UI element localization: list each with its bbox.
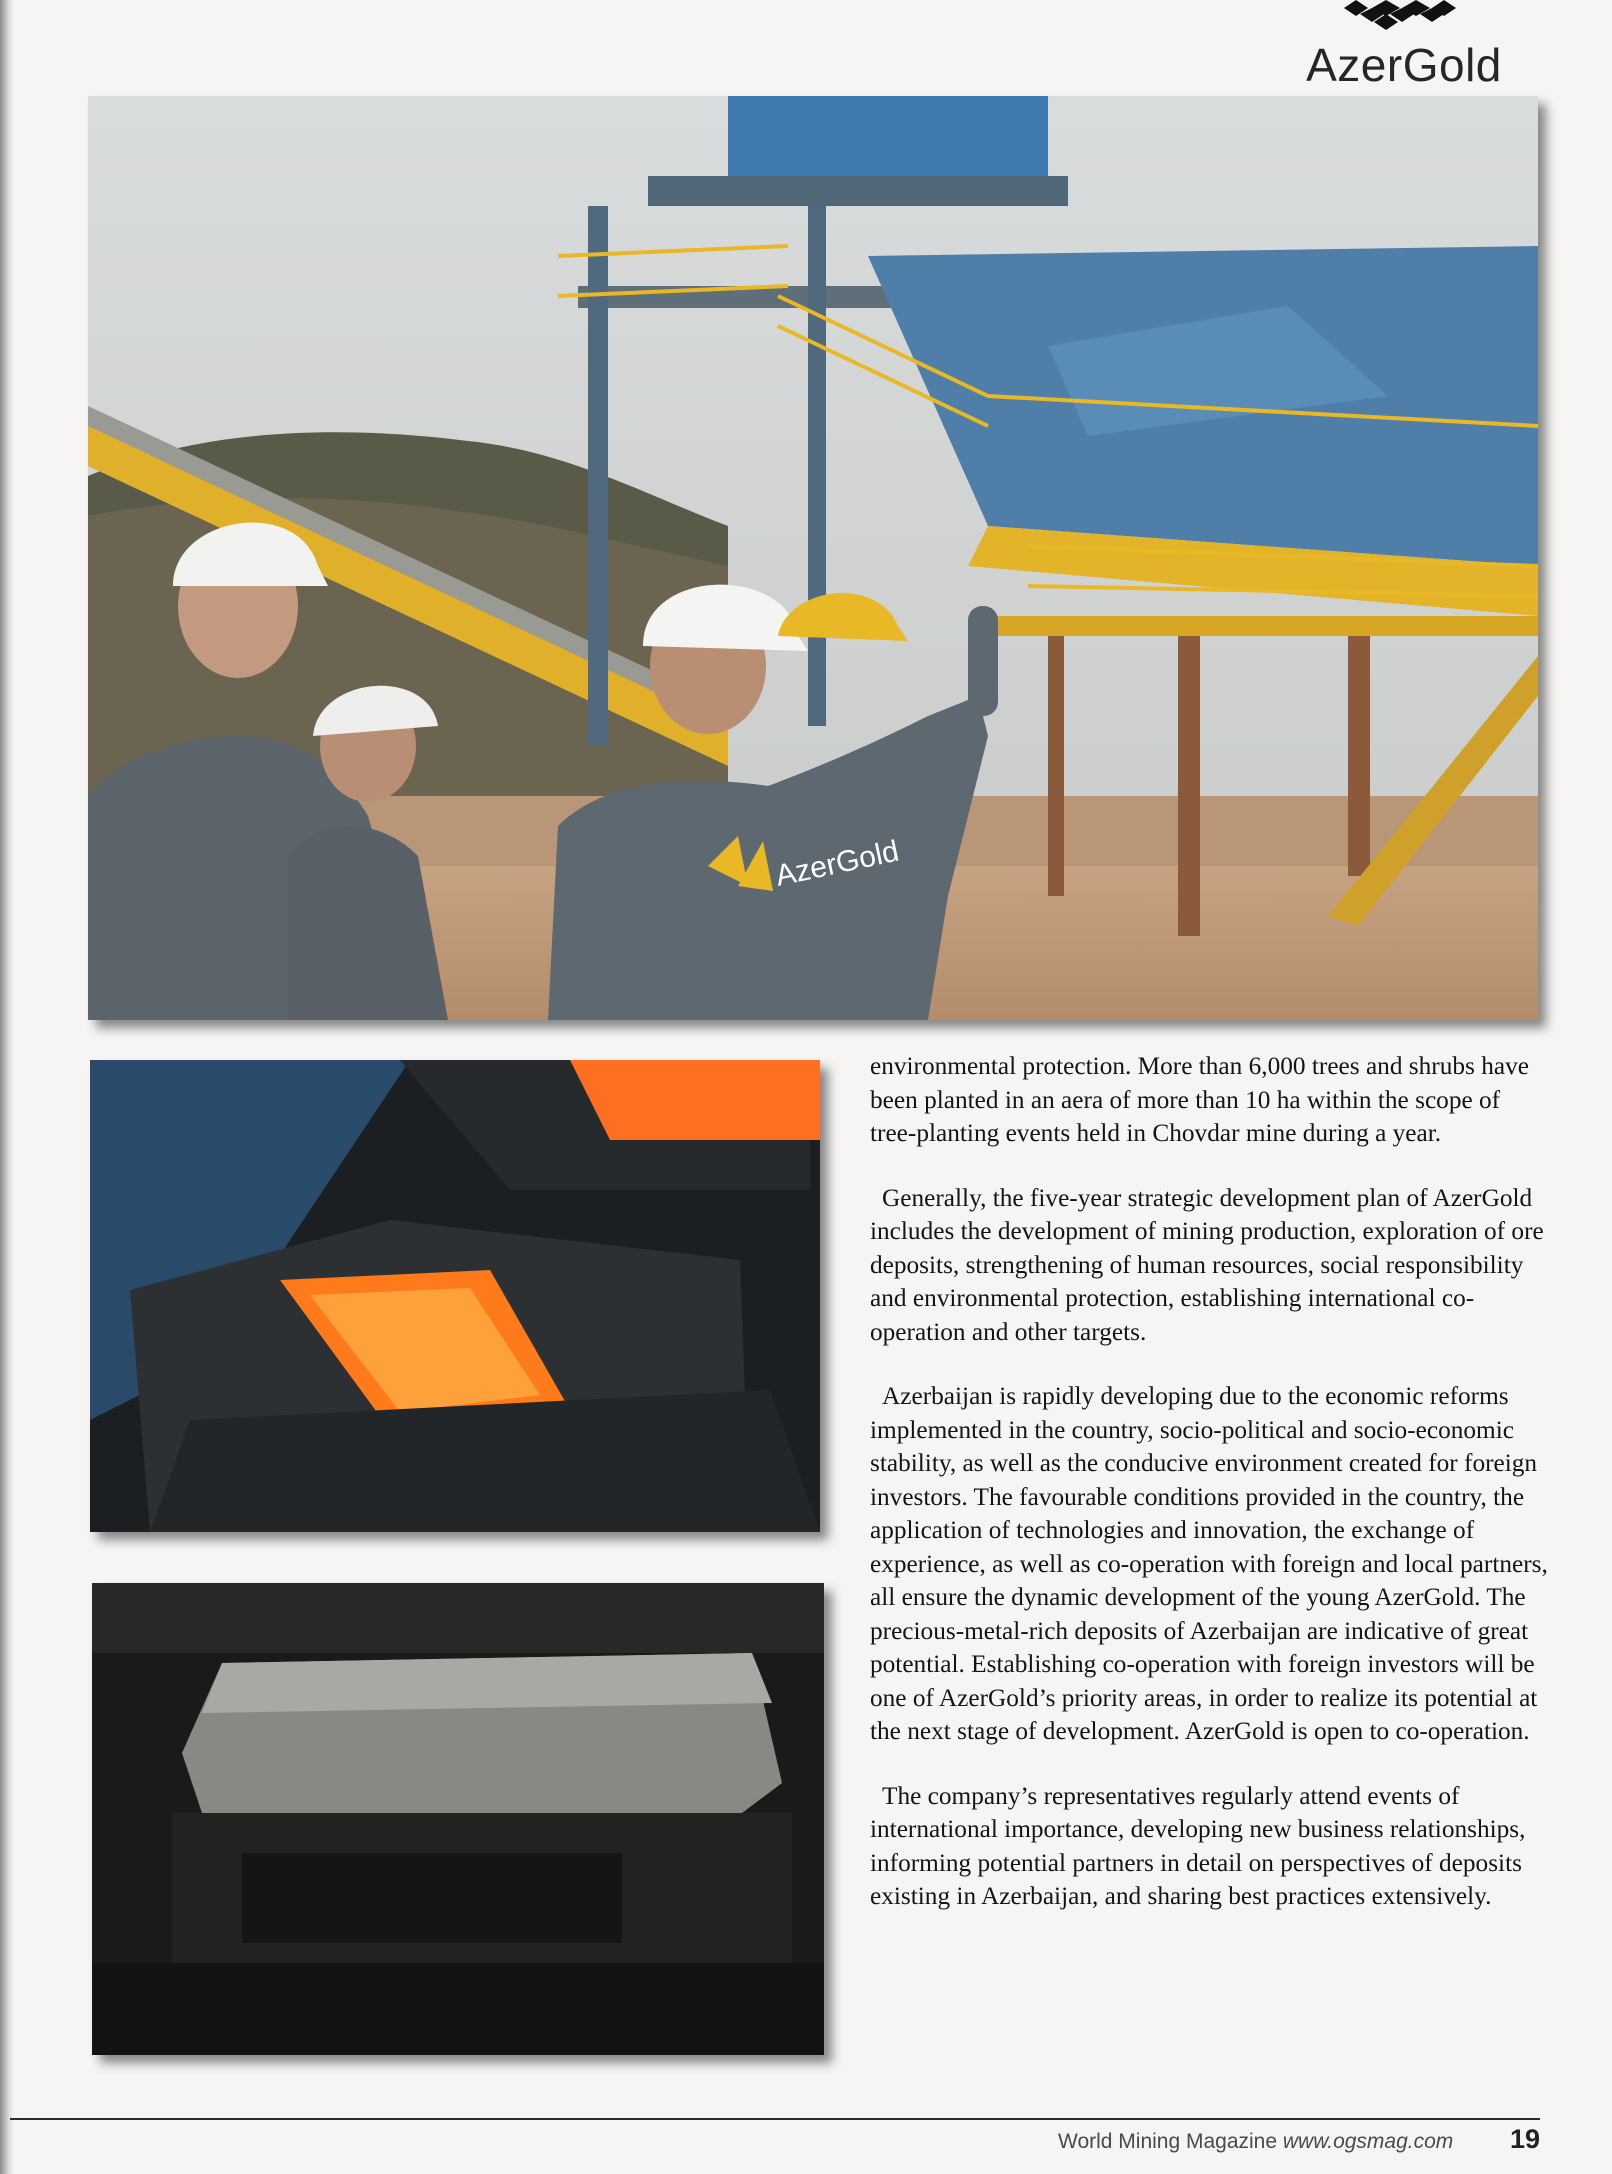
magazine-url: www.ogsmag.com (1282, 2130, 1454, 2153)
logo-wordmark: AzerGold (1306, 39, 1502, 91)
page-gutter-shadow (0, 0, 14, 2174)
footer-rule (10, 2118, 1540, 2120)
article-paragraph: Azerbaijan is rapidly developing due to the economic reforms implemented in the country, socio-political and socio-economic stability, as well as the conducive environment created for foreign investors. The favourable conditions provided in the country, the application of technologies and innovation, the exchange of experience, as well as co-operation with foreign and local partners, all ensure the dynamic development of the young AzerGold. The precious-metal-rich deposits of Azerbaijan are indicative of great potential. Establishing co-operation with foreign investors will be one of AzerGold’s priority areas, in order to realize its potential at the next stage of development. AzerGold is open to co-operation. (870, 1382, 1548, 1745)
azergold-logo-mark-icon (1340, 0, 1458, 36)
article-paragraph: environmental protection. More than 6,000 trees and shrubs have been planted in an aera of more than 10 ha within the scope of tree-planting events held in Chovdar mine during a year. (870, 1052, 1529, 1147)
page-number: 19 (1510, 2124, 1541, 2154)
magazine-name: World Mining Magazine (1058, 2130, 1278, 2153)
footer-credit (1058, 2130, 1453, 2154)
article-body (870, 1050, 1550, 1945)
article-paragraph: Generally, the five-year strategic development plan of AzerGold includes the development of mining production, exploration of ore deposits, strengthening of human resources, social responsibility and environmental protection, establishing international co-operation and other targets. (870, 1183, 1544, 1346)
article-paragraph: The company’s representatives regularly attend events of international importance, developing new business relationships, informing potential partners in detail on perspectives of deposits existing in Azerbaijan, and sharing best practices extensively. (870, 1781, 1526, 1910)
azergold-logo (1298, 0, 1510, 100)
metal-bar-photo (92, 1583, 824, 2055)
molten-metal-photo (90, 1060, 820, 1532)
mining-plant-photo (88, 96, 1538, 1020)
jacket-logo-text: AzerGold (772, 834, 902, 893)
